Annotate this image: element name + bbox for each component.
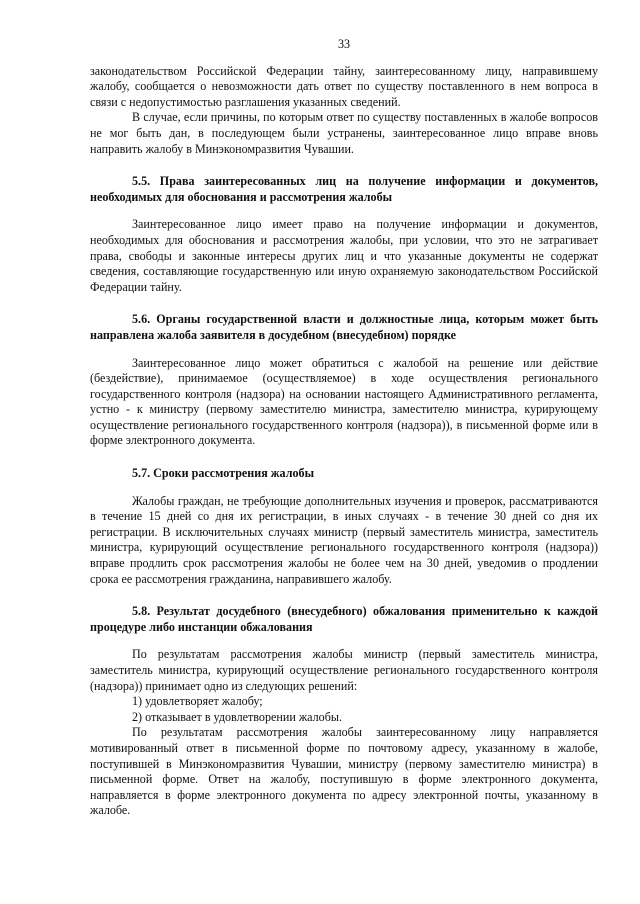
paragraph-decisions: По результатам рассмотрения жалобы министр (первый заместитель министра, заместитель министра, курирующий осуществление регионального государственного контроля (надзора)) принимает одно из следующих решений: xyxy=(90,647,598,693)
heading-5-7: 5.7. Сроки рассмотрения жалобы xyxy=(132,466,315,481)
paragraph-confidentiality: законодательством Российской Федерации тайну, заинтересованному лицу, направившему жалобу, сообщается о невозможности дать ответ по существу поставленного в нем вопроса в связи с недопустимостью разглашения указанных сведений. xyxy=(90,63,598,109)
list-item-refuse: 2) отказывает в удовлетворении жалобы. xyxy=(132,709,343,724)
paragraph-response-delivery: По результатам рассмотрения жалобы заинтересованному лицу направляется мотивированный ответ в письменной форме по почтовому адресу, указанному в жалобе, поступившей в Минэкономразвития Чувашии, министру (первому заместителю министра) в письменной форме. Ответ на жалобу, поступившую в форме электронного документа, направляется в форме электронного документа по адресу электронной почты, указанному в жалобе. xyxy=(90,725,598,818)
paragraph-review-deadlines: Жалобы граждан, не требующие дополнительных изучения и проверок, рассматриваются в течение 15 дней со дня их регистрации, в иных случаях - в течение 30 дней со дня их регистрации. В исключительных случаях министр (первый заместитель министра, заместитель министра, курирующий осуществление регионального государственного контроля (надзора)) вправе продлить срок рассмотрения жалобы не более чем на 30 дней, уведомив о продлении срока ее рассмотрения гражданина, направившего жалобу. xyxy=(90,493,598,586)
paragraph-resubmission: В случае, если причины, по которым ответ по существу поставленных в жалобе вопросов не мог быть дан, в последующем были устранены, заинтересованное лицо вправе вновь направить жалобу в Минэкономразвития Чувашии. xyxy=(90,110,598,156)
page-number: 33 xyxy=(337,37,351,51)
list-item-satisfy: 1) удовлетворяет жалобу; xyxy=(132,694,263,709)
heading-5-6: 5.6. Органы государственной власти и должностные лица, которым может быть направлена жалоба заявителя в досудебном (внесудебном) порядке xyxy=(90,312,598,342)
heading-5-5: 5.5. Права заинтересованных лиц на получение информации и документов, необходимых для обоснования и рассмотрения жалобы xyxy=(90,174,598,204)
heading-5-8: 5.8. Результат досудебного (внесудебного) обжалования применительно к каждой процедуре либо инстанции обжалования xyxy=(90,604,598,634)
paragraph-right-to-information: Заинтересованное лицо имеет право на получение информации и документов, необходимых для обоснования и рассмотрения жалобы, при условии, что это не затрагивает права, свободы и законные интересы других лиц и что указанные документы не содержат сведения, составляющие государственную или иную охраняемую законодательством Российской Федерации тайну. xyxy=(90,217,598,294)
paragraph-complaint-addressees: Заинтересованное лицо может обратиться с жалобой на решение или действие (бездействие), принимаемое (осуществляемое) в ходе осуществления регионального государственного контроля (надзора) на основании настоящего Административного регламента, устно - к министру (первому заместителю министра, заместителю министра, курирующему осуществление регионального государственного контроля (надзора)), в письменной форме или в форме электронного документа. xyxy=(90,355,598,448)
